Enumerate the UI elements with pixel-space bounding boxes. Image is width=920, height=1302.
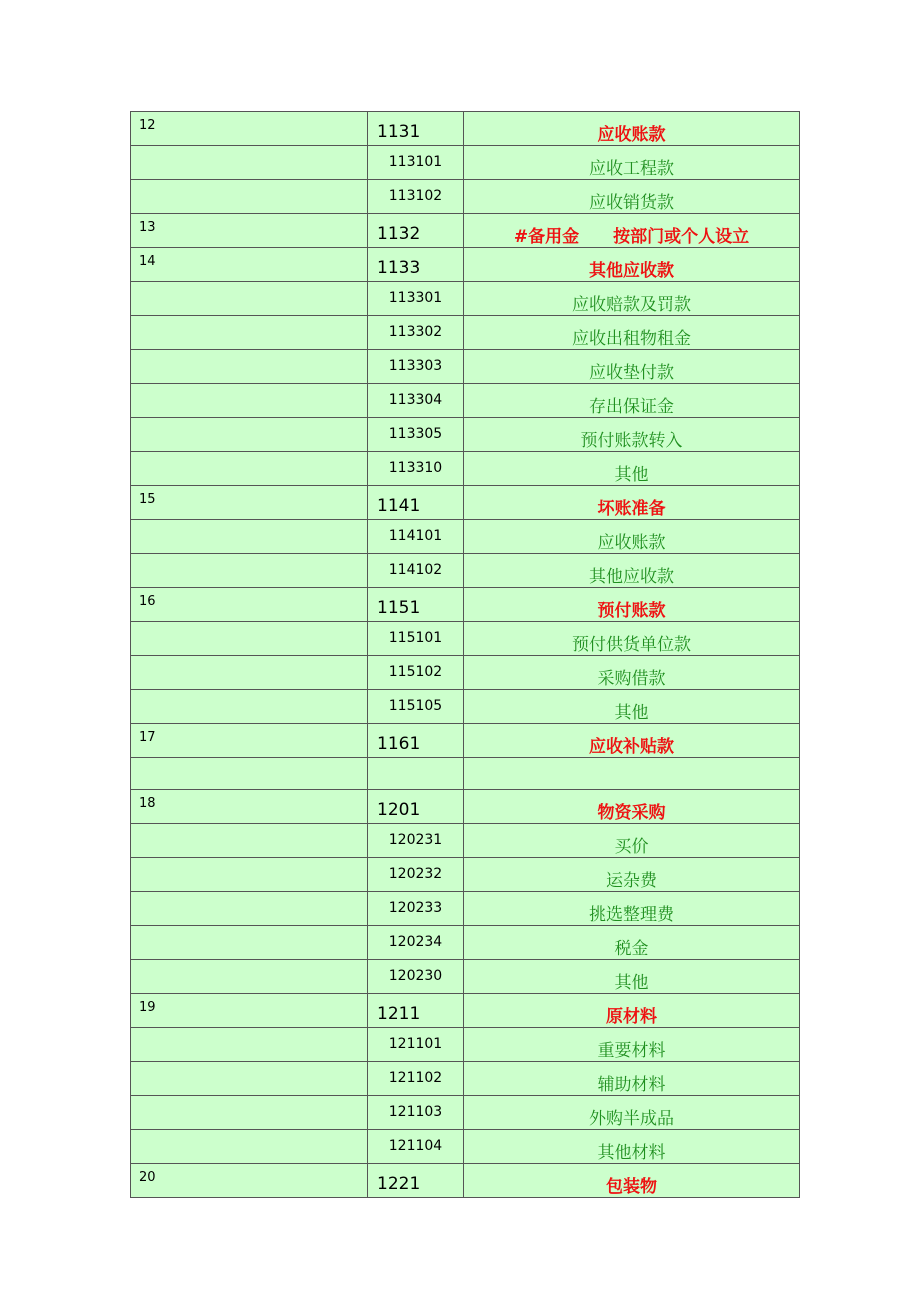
row-number-cell: 17 bbox=[131, 724, 368, 758]
account-name-cell: 外购半成品 bbox=[464, 1096, 800, 1130]
account-name-cell: 包装物 bbox=[464, 1164, 800, 1198]
table-row bbox=[131, 724, 800, 758]
account-name-cell: 物资采购 bbox=[464, 790, 800, 824]
account-code-cell: 113310 bbox=[368, 452, 464, 486]
row-number-cell: 20 bbox=[131, 1164, 368, 1198]
account-code-cell: 115102 bbox=[368, 656, 464, 690]
row-number-cell bbox=[131, 1028, 368, 1062]
row-number-cell bbox=[131, 384, 368, 418]
table-row bbox=[131, 656, 800, 690]
row-number-cell: 16 bbox=[131, 588, 368, 622]
table-row bbox=[131, 1130, 800, 1164]
account-table-body bbox=[131, 112, 800, 1198]
account-code-cell: 120234 bbox=[368, 926, 464, 960]
row-number-cell bbox=[131, 690, 368, 724]
account-name-cell: 应收出租物租金 bbox=[464, 316, 800, 350]
row-number-cell bbox=[131, 1130, 368, 1164]
row-number-cell bbox=[131, 858, 368, 892]
account-code-cell: 1132 bbox=[368, 214, 464, 248]
account-code-cell: 120233 bbox=[368, 892, 464, 926]
account-code-cell bbox=[368, 758, 464, 790]
account-code-cell: 1211 bbox=[368, 994, 464, 1028]
table-row bbox=[131, 790, 800, 824]
table-row bbox=[131, 180, 800, 214]
table-row bbox=[131, 994, 800, 1028]
account-code-cell: 121104 bbox=[368, 1130, 464, 1164]
table-row bbox=[131, 554, 800, 588]
account-name-cell: 重要材料 bbox=[464, 1028, 800, 1062]
account-name-cell: 采购借款 bbox=[464, 656, 800, 690]
row-number-cell bbox=[131, 554, 368, 588]
account-code-cell: 114102 bbox=[368, 554, 464, 588]
row-number-cell bbox=[131, 1096, 368, 1130]
account-name-cell: 坏账准备 bbox=[464, 486, 800, 520]
table-row bbox=[131, 520, 800, 554]
account-name-cell: 运杂费 bbox=[464, 858, 800, 892]
row-number-cell bbox=[131, 282, 368, 316]
row-number-cell: 14 bbox=[131, 248, 368, 282]
account-code-cell: 113101 bbox=[368, 146, 464, 180]
account-name-cell: 税金 bbox=[464, 926, 800, 960]
account-name-cell bbox=[464, 758, 800, 790]
table-row bbox=[131, 146, 800, 180]
account-name-cell: 预付账款 bbox=[464, 588, 800, 622]
row-number-cell bbox=[131, 146, 368, 180]
table-row bbox=[131, 622, 800, 656]
row-number-cell bbox=[131, 1062, 368, 1096]
table-row bbox=[131, 892, 800, 926]
table-row bbox=[131, 248, 800, 282]
account-name-cell: 应收工程款 bbox=[464, 146, 800, 180]
row-number-cell bbox=[131, 350, 368, 384]
account-name-cell: 应收赔款及罚款 bbox=[464, 282, 800, 316]
table-row bbox=[131, 1062, 800, 1096]
account-name-cell: 挑选整理费 bbox=[464, 892, 800, 926]
table-row bbox=[131, 690, 800, 724]
account-code-cell: 1201 bbox=[368, 790, 464, 824]
account-code-cell: 1151 bbox=[368, 588, 464, 622]
table-row bbox=[131, 112, 800, 146]
account-name-cell: 其他应收款 bbox=[464, 554, 800, 588]
row-number-cell bbox=[131, 520, 368, 554]
account-code-cell: 120230 bbox=[368, 960, 464, 994]
account-name-cell: 应收账款 bbox=[464, 520, 800, 554]
table-row bbox=[131, 316, 800, 350]
account-code-cell: 113102 bbox=[368, 180, 464, 214]
account-code-cell: 114101 bbox=[368, 520, 464, 554]
account-name-cell: 买价 bbox=[464, 824, 800, 858]
account-name-cell: 应收销货款 bbox=[464, 180, 800, 214]
table-row bbox=[131, 486, 800, 520]
account-code-cell: 1133 bbox=[368, 248, 464, 282]
table-row bbox=[131, 214, 800, 248]
row-number-cell bbox=[131, 926, 368, 960]
row-number-cell: 15 bbox=[131, 486, 368, 520]
account-name-cell: 预付供货单位款 bbox=[464, 622, 800, 656]
account-code-cell: 121102 bbox=[368, 1062, 464, 1096]
account-name-cell: 存出保证金 bbox=[464, 384, 800, 418]
table-row bbox=[131, 418, 800, 452]
row-number-cell bbox=[131, 960, 368, 994]
account-code-cell: 120232 bbox=[368, 858, 464, 892]
account-code-cell: 1131 bbox=[368, 112, 464, 146]
table-row bbox=[131, 858, 800, 892]
account-code-cell: 121103 bbox=[368, 1096, 464, 1130]
row-number-cell: 13 bbox=[131, 214, 368, 248]
table-row bbox=[131, 960, 800, 994]
row-number-cell: 19 bbox=[131, 994, 368, 1028]
account-name-cell: 其他 bbox=[464, 452, 800, 486]
account-code-cell: 115105 bbox=[368, 690, 464, 724]
account-name-cell: 应收补贴款 bbox=[464, 724, 800, 758]
account-name-cell: 预付账款转入 bbox=[464, 418, 800, 452]
row-number-cell bbox=[131, 452, 368, 486]
row-number-cell bbox=[131, 418, 368, 452]
table-row bbox=[131, 758, 800, 790]
table-row bbox=[131, 926, 800, 960]
row-number-cell bbox=[131, 180, 368, 214]
row-number-cell bbox=[131, 892, 368, 926]
account-name-cell: 原材料 bbox=[464, 994, 800, 1028]
account-code-cell: 115101 bbox=[368, 622, 464, 656]
table-row bbox=[131, 1096, 800, 1130]
account-name-cell: 其他 bbox=[464, 960, 800, 994]
account-code-cell: 121101 bbox=[368, 1028, 464, 1062]
row-number-cell bbox=[131, 824, 368, 858]
account-code-cell: 113301 bbox=[368, 282, 464, 316]
table-row bbox=[131, 282, 800, 316]
account-name-cell: #备用金 按部门或个人设立 bbox=[464, 214, 800, 248]
account-code-cell: 1221 bbox=[368, 1164, 464, 1198]
account-code-cell: 1161 bbox=[368, 724, 464, 758]
account-code-cell: 1141 bbox=[368, 486, 464, 520]
row-number-cell bbox=[131, 758, 368, 790]
row-number-cell: 18 bbox=[131, 790, 368, 824]
table-row bbox=[131, 1028, 800, 1062]
account-name-cell: 应收账款 bbox=[464, 112, 800, 146]
table-row bbox=[131, 350, 800, 384]
account-name-cell: 其他 bbox=[464, 690, 800, 724]
row-number-cell: 12 bbox=[131, 112, 368, 146]
row-number-cell bbox=[131, 316, 368, 350]
account-name-cell: 其他应收款 bbox=[464, 248, 800, 282]
row-number-cell bbox=[131, 656, 368, 690]
account-name-cell: 应收垫付款 bbox=[464, 350, 800, 384]
table-row bbox=[131, 452, 800, 486]
table-row bbox=[131, 824, 800, 858]
account-code-cell: 113303 bbox=[368, 350, 464, 384]
table-row bbox=[131, 1164, 800, 1198]
account-code-cell: 113302 bbox=[368, 316, 464, 350]
account-name-cell: 辅助材料 bbox=[464, 1062, 800, 1096]
account-table bbox=[130, 111, 800, 1198]
account-code-cell: 120231 bbox=[368, 824, 464, 858]
row-number-cell bbox=[131, 622, 368, 656]
table-row bbox=[131, 588, 800, 622]
account-code-cell: 113305 bbox=[368, 418, 464, 452]
table-row bbox=[131, 384, 800, 418]
account-name-cell: 其他材料 bbox=[464, 1130, 800, 1164]
account-code-cell: 113304 bbox=[368, 384, 464, 418]
